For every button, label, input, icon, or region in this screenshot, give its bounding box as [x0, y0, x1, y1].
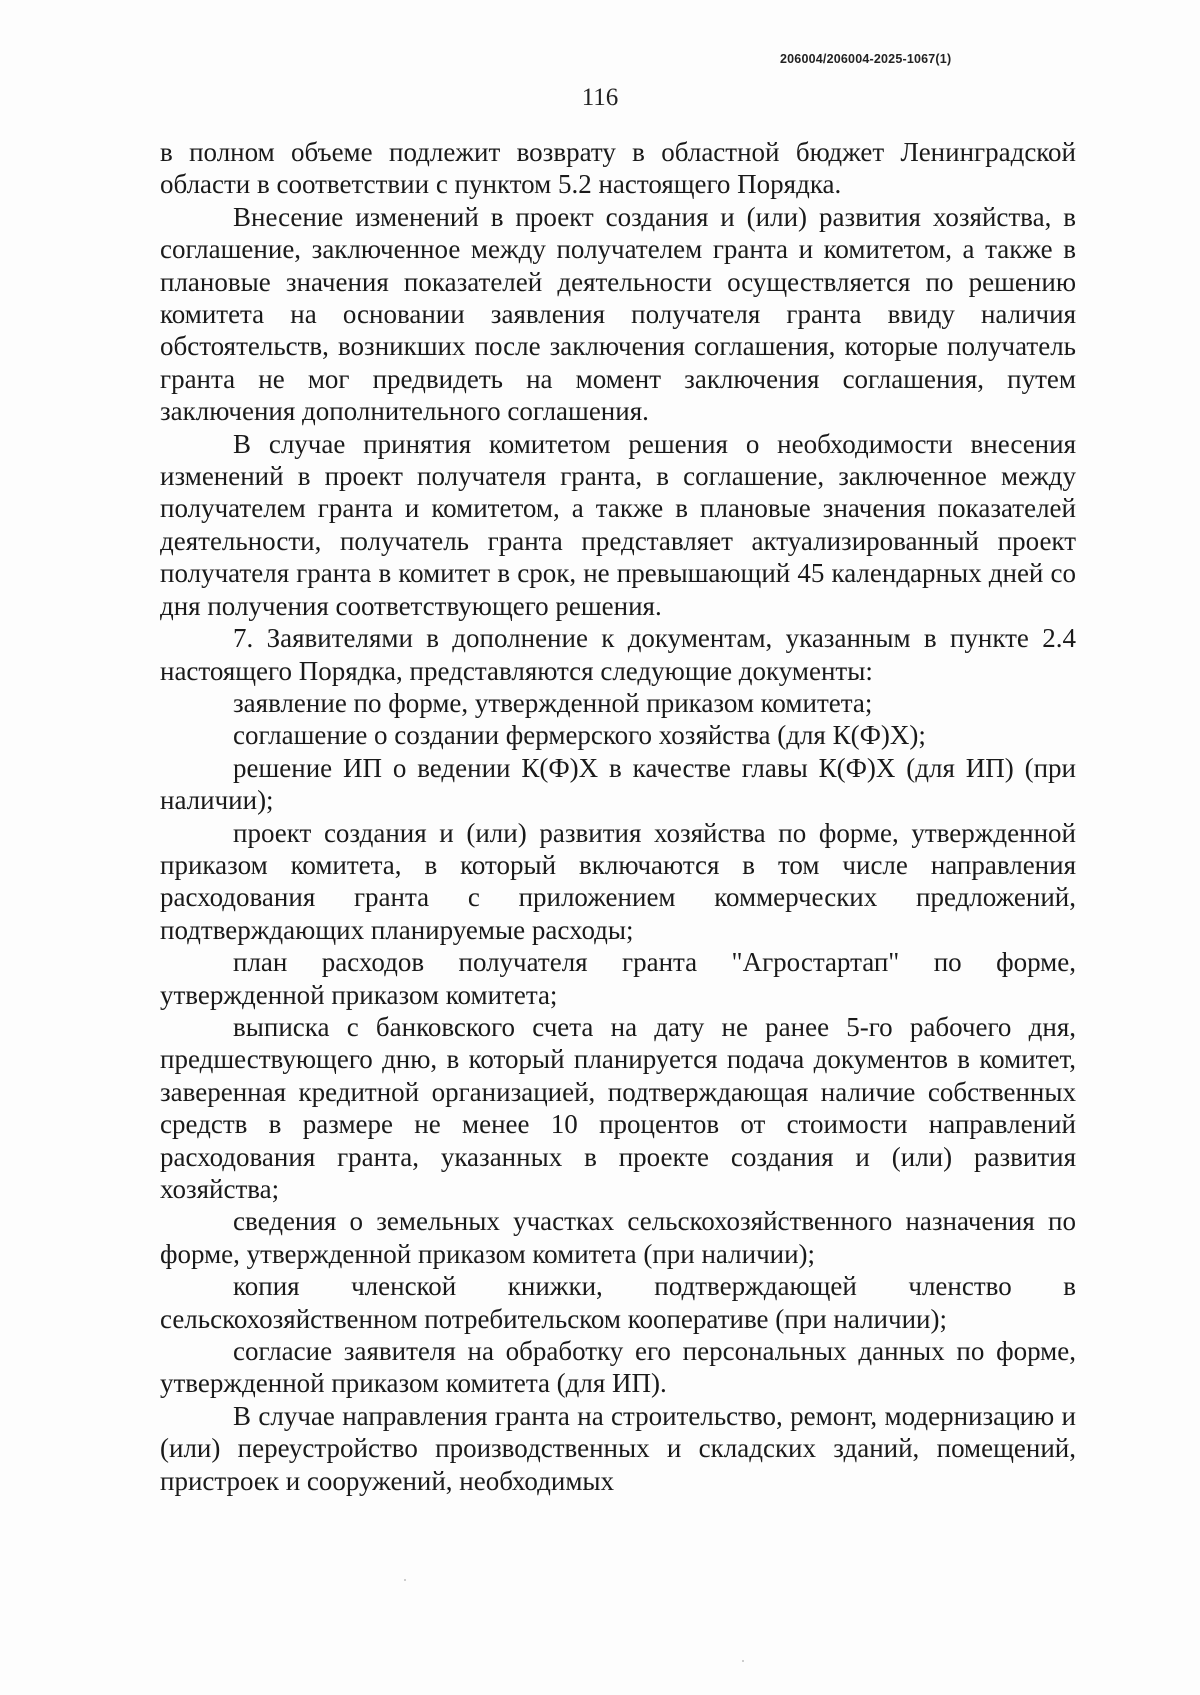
list-item: план расходов получателя гранта "Агростартап" по форме, утвержденной приказом комитета;	[160, 947, 1076, 1010]
list-item: решение ИП о ведении К(Ф)Х в качестве главы К(Ф)Х (для ИП) (при наличии);	[160, 752, 1076, 816]
paragraph: В случае принятия комитетом решения о необходимости внесения изменений в проект получателя гранта, в соглашение, заключенное между получателем гранта и комитетом, а также в плановые значения показателей деятельности, получатель гранта представляет актуализированный проект получателя гранта в комитет в срок, не превышающий 45 календарных дней со дня получения соответствующего решения.	[160, 428, 1076, 621]
scan-speck	[742, 1660, 744, 1662]
list-item: согласие заявителя на обработку его персональных данных по форме, утвержденной приказом комитета (для ИП).	[160, 1336, 1076, 1399]
list-item: проект создания и (или) развития хозяйства по форме, утвержденной приказом комитета, в который включаются в том числе направления расходования гранта с приложением коммерческих предложений, подтверждающих планируемые расходы;	[160, 817, 1076, 945]
paragraph: в полном объеме подлежит возврату в областной бюджет Ленинградской области в соответствии с пунктом 5.2 настоящего Порядка.	[160, 137, 1076, 200]
list-item: соглашение о создании фермерского хозяйства (для К(Ф)Х);	[233, 720, 926, 751]
scan-speck	[404, 1579, 406, 1581]
list-item: копия членской книжки, подтверждающей членство в сельскохозяйственном потребительском кооперативе (при наличии);	[160, 1271, 1076, 1334]
document-id: 206004/206004-2025-1067(1)	[780, 52, 952, 66]
document-body	[160, 136, 1076, 1497]
list-item: заявление по форме, утвержденной приказом комитета;	[233, 687, 873, 718]
paragraph: Внесение изменений в проект создания и (или) развития хозяйства, в соглашение, заключенное между получателем гранта и комитетом, а также в плановые значения показателей деятельности осуществляется по решению комитета на основании заявления получателя гранта ввиду наличия обстоятельств, возникших после заключения соглашения, которые получатель гранта не мог предвидеть на момент заключения соглашения, путем заключения дополнительного соглашения.	[160, 201, 1076, 427]
paragraph: 7. Заявителями в дополнение к документам, указанным в пункте 2.4 настоящего Порядка, представляются следующие документы:	[160, 623, 1076, 686]
list-item: сведения о земельных участках сельскохозяйственного назначения по форме, утвержденной приказом комитета (при наличии);	[160, 1206, 1076, 1269]
list-item: выписка с банковского счета на дату не ранее 5-го рабочего дня, предшествующего дню, в который планируется подача документов в комитет, заверенная кредитной организацией, подтверждающая наличие собственных средств в размере не менее 10 процентов от стоимости направлений расходования гранта, указанных в проекте создания и (или) развития хозяйства;	[160, 1011, 1076, 1204]
paragraph: В случае направления гранта на строительство, ремонт, модернизацию и (или) переустройство производственных и складских зданий, помещений, пристроек и сооружений, необходимых	[160, 1400, 1076, 1496]
page-number: 116	[581, 84, 619, 111]
